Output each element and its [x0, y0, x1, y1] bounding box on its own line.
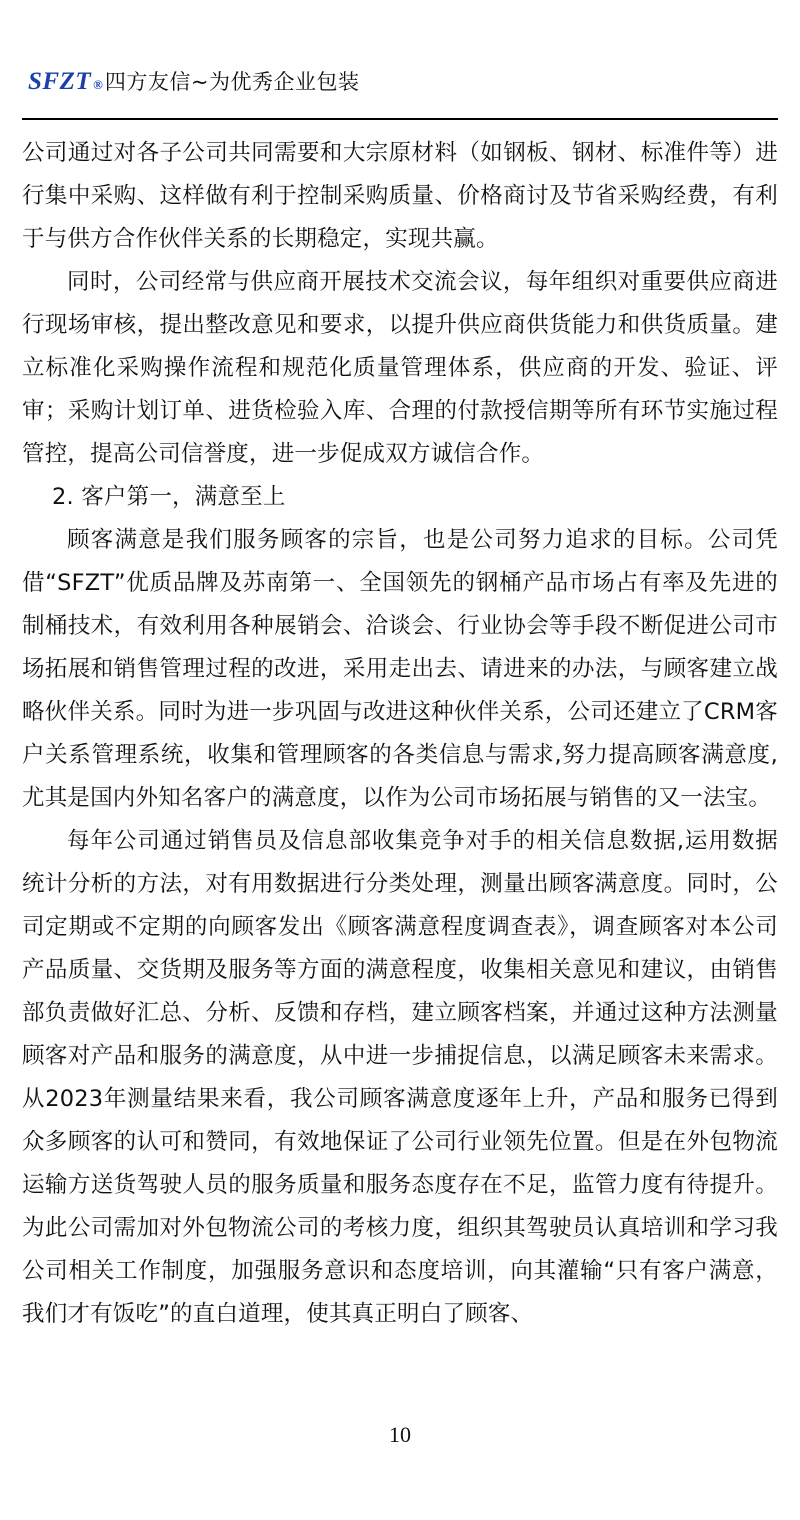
paragraph-4: 每年公司通过销售员及信息部收集竞争对手的相关信息数据,运用数据统计分析的方法，对有用数据进行分类处理，测量出顾客满意度。同时，公司定期或不定期的向顾客发出《顾客满意程度调查表》，调查顾客对本公司产品质量、交货期及服务等方面的满意程度，收集相关意见和建议，由销售部负责做好汇总、分析、反馈和存档，建立顾客档案，并通过这种方法测量顾客对产品和服务的满意度，从中进一步捕捉信息，以满足顾客未来需求。从2023年测量结果来看，我公司顾客满意度逐年上升，产品和服务已得到众多顾客的认可和赞同，有效地保证了公司行业领先位置。但是在外包物流运输方送货驾驶人员的服务质量和服务态度存在不足，监管力度有待提升。为此公司需加对外包物流公司的考核力度，组织其驾驶员认真培训和学习我公司相关工作制度，加强服务意识和态度培训，向其灌输“只有客户满意，我们才有饭吃”的直白道理，使其真正明白了顾客、: [22, 828, 778, 1327]
header-company-line: 四方友信~为优秀企业包装: [104, 70, 360, 94]
header-branding: [22, 66, 359, 96]
page-header: [22, 66, 778, 120]
document-body: [22, 132, 778, 1336]
page-number: 10: [389, 1422, 411, 1447]
registered-trademark-icon: ®: [93, 77, 103, 92]
paragraph-2: 同时，公司经常与供应商开展技术交流会议，每年组织对重要供应商进行现场审核，提出整改意见和要求，以提升供应商供货能力和供货质量。建立标准化采购操作流程和规范化质量管理体系，供应商的开发、验证、评审；采购计划订单、进货检验入库、合理的付款授信期等所有环节实施过程管控，提高公司信誉度，进一步促成双方诚信合作。: [22, 269, 778, 467]
paragraph-3: 顾客满意是我们服务顾客的宗旨，也是公司努力追求的目标。公司凭借“SFZT”优质品牌及苏南第一、全国领先的钢桶产品市场占有率及先进的制桶技术，有效利用各种展销会、洽谈会、行业协会等手段不断促进公司市场拓展和销售管理过程的改进，采用走出去、请进来的办法，与顾客建立战略伙伴关系。同时为进一步巩固与改进这种伙伴关系，公司还建立了CRM客户关系管理系统，收集和管理顾客的各类信息与需求,努力提高顾客满意度,尤其是国内外知名客户的满意度，以作为公司市场拓展与销售的又一法宝。: [22, 527, 778, 811]
page-content: [22, 0, 778, 1520]
section-heading-2: 2. 客户第一，满意至上: [52, 484, 286, 510]
company-logo-text: SFZT: [28, 68, 92, 95]
paragraph-1: 公司通过对各子公司共同需要和大宗原材料（如钢板、钢材、标准件等）进行集中采购、这样做有利于控制采购质量、价格商讨及节省采购经费，有利于与供方合作伙伴关系的长期稳定，实现共赢。: [22, 140, 778, 252]
